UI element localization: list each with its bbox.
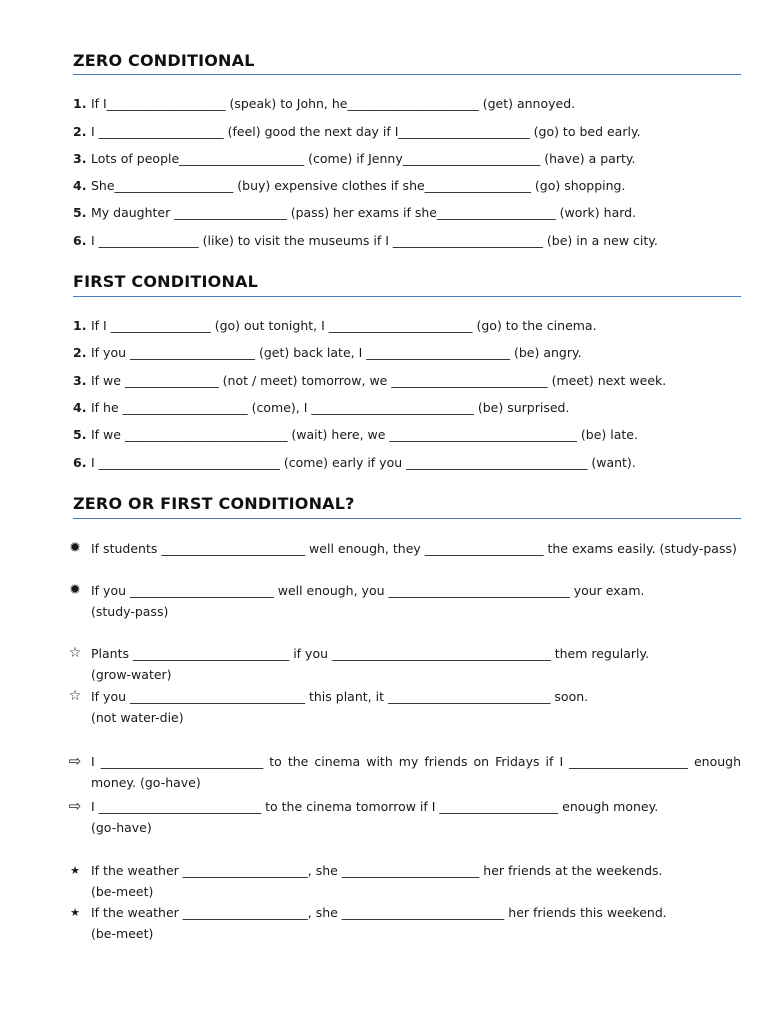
exercise-item: [70, 860, 741, 902]
item-text: If students _______________________ well enough, they ___________________ the exams easily. (study-pass): [91, 541, 737, 556]
section-divider: [73, 74, 741, 75]
exercise-item: [69, 538, 741, 559]
star-bullet-icon: ★: [70, 864, 80, 877]
item-text: If you ____________________ (get) back late, I _______________________ (be) angry.: [91, 345, 582, 360]
section-title-first-conditional: FIRST CONDITIONAL: [73, 272, 259, 291]
section-title-zero-conditional: ZERO CONDITIONAL: [73, 51, 255, 70]
item-number: 4.: [73, 400, 87, 415]
item-number: 4.: [73, 178, 87, 193]
item-number: 3.: [73, 373, 87, 388]
item-text: I ________________ (like) to visit the museums if I ________________________ (be) in a new city.: [91, 233, 658, 248]
exercise-item: [73, 427, 741, 443]
item-hint: (grow-water): [91, 667, 172, 682]
item-text: If the weather ____________________, she ______________________ her friends at the weekends.: [91, 863, 663, 878]
item-text: If we _______________ (not / meet) tomorrow, we _________________________ (meet) next week.: [91, 373, 667, 388]
exercise-item: [70, 902, 741, 944]
exercise-item: [73, 400, 741, 416]
item-number: 2.: [73, 345, 87, 360]
exercise-item: [68, 751, 741, 793]
section-divider: [73, 518, 741, 519]
item-number: 3.: [73, 151, 87, 166]
item-number: 2.: [73, 124, 87, 139]
exercise-item: [68, 796, 741, 838]
arrow-bullet-icon: ⇨: [68, 797, 82, 815]
item-text: I __________________________ to the cinema tomorrow if I ___________________ enough money.: [91, 799, 659, 814]
section-divider: [73, 296, 741, 297]
item-number: 6.: [73, 455, 87, 470]
item-hint: (study-pass): [91, 604, 169, 619]
item-text: If I___________________ (speak) to John, he_____________________ (get) annoyed.: [91, 96, 576, 111]
item-number: 5.: [73, 205, 87, 220]
exercise-item: [69, 580, 741, 622]
exercise-item: [68, 686, 741, 728]
outline-star-bullet-icon: ☆: [68, 645, 82, 661]
exercise-item: [73, 96, 741, 112]
outline-star-bullet-icon: ☆: [68, 688, 82, 704]
item-text: If he ____________________ (come), I __________________________ (be) surprised.: [91, 400, 570, 415]
exercise-item: [73, 318, 741, 334]
item-text: My daughter __________________ (pass) her exams if she___________________ (work) hard.: [91, 205, 637, 220]
item-number: 1.: [73, 318, 87, 333]
star-bullet-icon: ★: [70, 906, 80, 919]
item-hint: (go-have): [91, 820, 152, 835]
item-number: 1.: [73, 96, 87, 111]
section-title-zero-or-first: ZERO OR FIRST CONDITIONAL?: [73, 494, 355, 513]
item-number: 6.: [73, 233, 87, 248]
exercise-item: [73, 205, 741, 221]
item-text: If you _______________________ well enough, you _____________________________ your exam.: [91, 583, 645, 598]
item-text: If you ____________________________ this plant, it __________________________ soon.: [91, 689, 589, 704]
item-text: Lots of people____________________ (come) if Jenny______________________ (have) a party.: [91, 151, 636, 166]
item-text: I _____________________________ (come) early if you _____________________________ (want).: [91, 455, 636, 470]
exercise-item: [73, 345, 741, 361]
item-number: 5.: [73, 427, 87, 442]
item-text: If the weather ____________________, she __________________________ her friends this weekend.: [91, 905, 667, 920]
item-hint: (not water-die): [91, 710, 184, 725]
gear-bullet-icon: ✹: [69, 582, 81, 598]
exercise-item: [73, 233, 741, 249]
exercise-item: [73, 178, 741, 194]
gear-bullet-icon: ✹: [69, 540, 81, 556]
exercise-item: [73, 373, 741, 389]
item-text: If we __________________________ (wait) here, we ______________________________ (be) late.: [91, 427, 638, 442]
item-text: If I ________________ (go) out tonight, I _______________________ (go) to the cinema.: [91, 318, 597, 333]
item-hint: (be-meet): [91, 926, 154, 941]
item-hint: (be-meet): [91, 884, 154, 899]
item-text: I __________________________ to the cinema with my friends on Fridays if I ___________________ enough money. (go-have): [91, 754, 741, 790]
exercise-item: [73, 455, 741, 471]
item-text: She___________________ (buy) expensive clothes if she_________________ (go) shopping.: [91, 178, 626, 193]
item-text: Plants _________________________ if you ___________________________________ them regularly.: [91, 646, 650, 661]
exercise-item: [73, 124, 741, 140]
arrow-bullet-icon: ⇨: [68, 752, 82, 770]
exercise-item: [68, 643, 741, 685]
exercise-item: [73, 151, 741, 167]
item-text: I ____________________ (feel) good the next day if I_____________________ (go) to bed early.: [91, 124, 641, 139]
